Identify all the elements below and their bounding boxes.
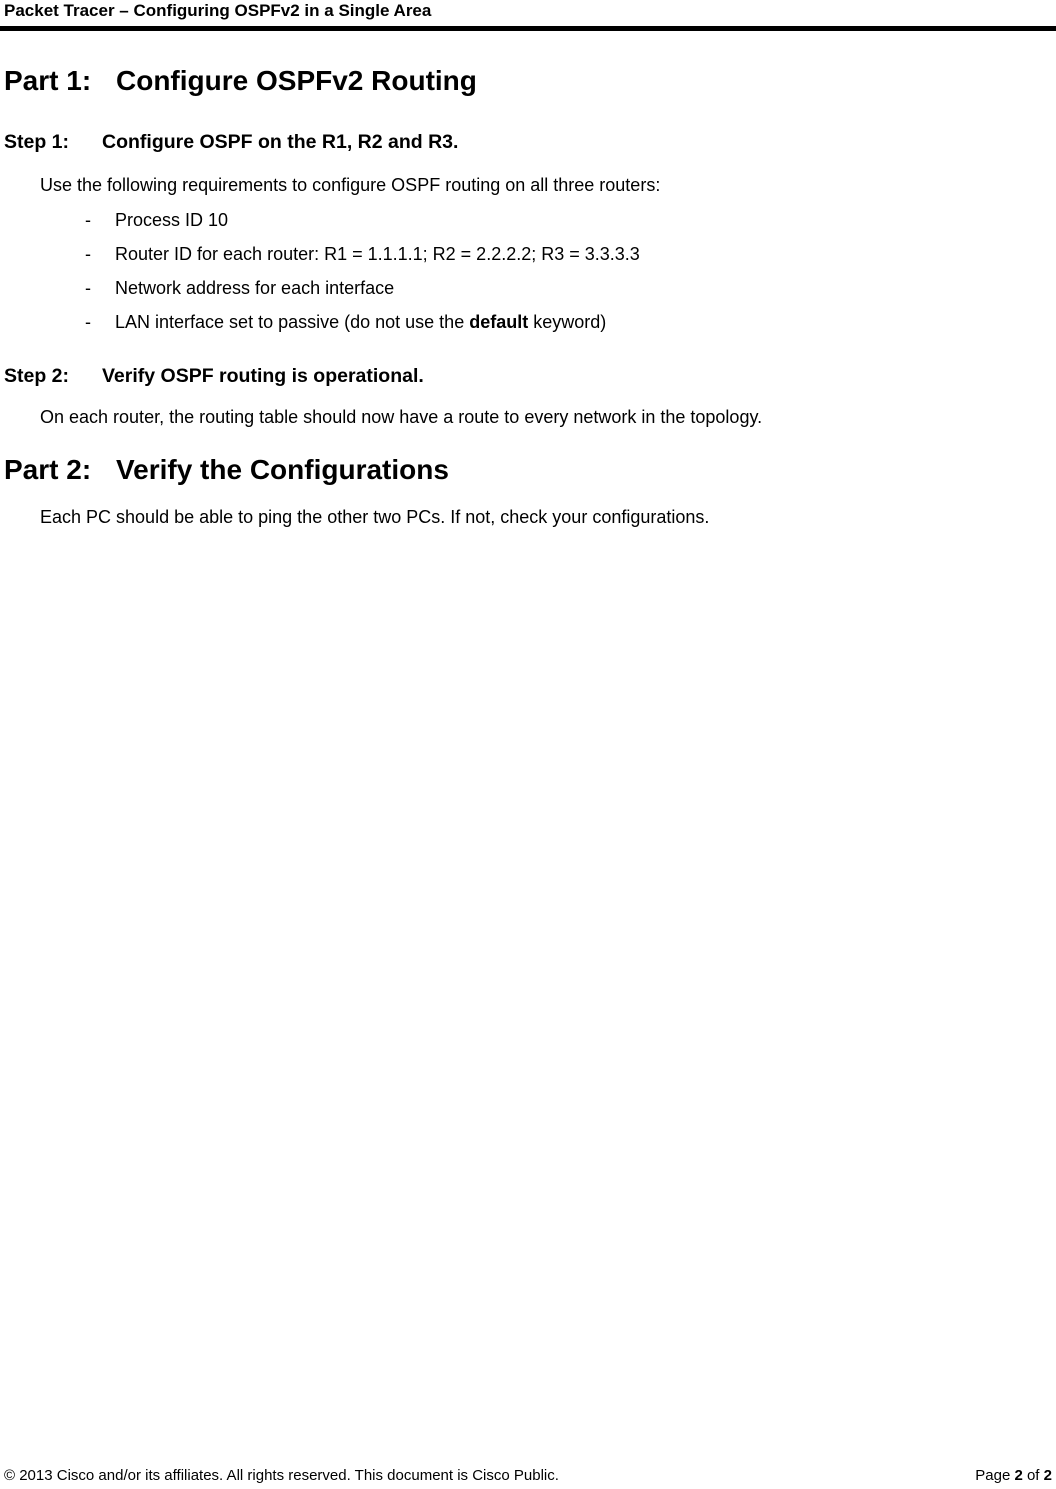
document-header-title: Packet Tracer – Configuring OSPFv2 in a Single Area xyxy=(4,1,432,20)
footer-page-number xyxy=(975,1466,1052,1486)
step2-number: Step 2: xyxy=(4,365,70,387)
list-dash: - xyxy=(85,278,91,298)
list-item-text: Router ID for each router: R1 = 1.1.1.1; R2 = 2.2.2.2; R3 = 3.3.3.3 xyxy=(115,244,640,264)
list-item xyxy=(85,243,640,265)
list-item xyxy=(85,311,606,333)
list-dash: - xyxy=(85,244,91,264)
part1-number: Part 1: xyxy=(4,65,92,96)
footer-copyright: © 2013 Cisco and/or its affiliates. All rights reserved. This document is Cisco Public. xyxy=(4,1467,559,1484)
header-divider xyxy=(0,26,1056,31)
part2-text: Each PC should be able to ping the other two PCs. If not, check your configurations. xyxy=(40,507,710,527)
list-item-text: Network address for each interface xyxy=(115,278,395,298)
list-dash: - xyxy=(85,312,91,332)
list-item xyxy=(85,277,394,299)
step2-title: Verify OSPF routing is operational. xyxy=(102,365,424,387)
step1-intro: Use the following requirements to configure OSPF routing on all three routers: xyxy=(40,175,661,195)
page-current: 2 xyxy=(1014,1467,1023,1484)
list-item-keyword: default xyxy=(469,312,529,332)
step1-number: Step 1: xyxy=(4,131,70,153)
part1-heading xyxy=(4,64,477,98)
step2-text: On each router, the routing table should now have a route to every network in the topology. xyxy=(40,407,763,427)
page-mid: of xyxy=(1022,1467,1044,1484)
list-item-text-tail: keyword) xyxy=(528,312,607,332)
step2-heading xyxy=(4,364,424,388)
step1-title: Configure OSPF on the R1, R2 and R3. xyxy=(102,131,459,153)
page-total: 2 xyxy=(1043,1467,1052,1484)
part2-number: Part 2: xyxy=(4,454,92,485)
list-item xyxy=(85,209,228,231)
part2-title: Verify the Configurations xyxy=(116,454,449,485)
list-item-text: Process ID 10 xyxy=(115,210,229,230)
part1-title: Configure OSPFv2 Routing xyxy=(116,65,477,96)
list-dash: - xyxy=(85,210,91,230)
step1-heading xyxy=(4,130,458,154)
page-prefix: Page xyxy=(975,1467,1015,1484)
list-item-text: LAN interface set to passive (do not use the xyxy=(115,312,470,332)
part2-heading xyxy=(4,453,449,487)
